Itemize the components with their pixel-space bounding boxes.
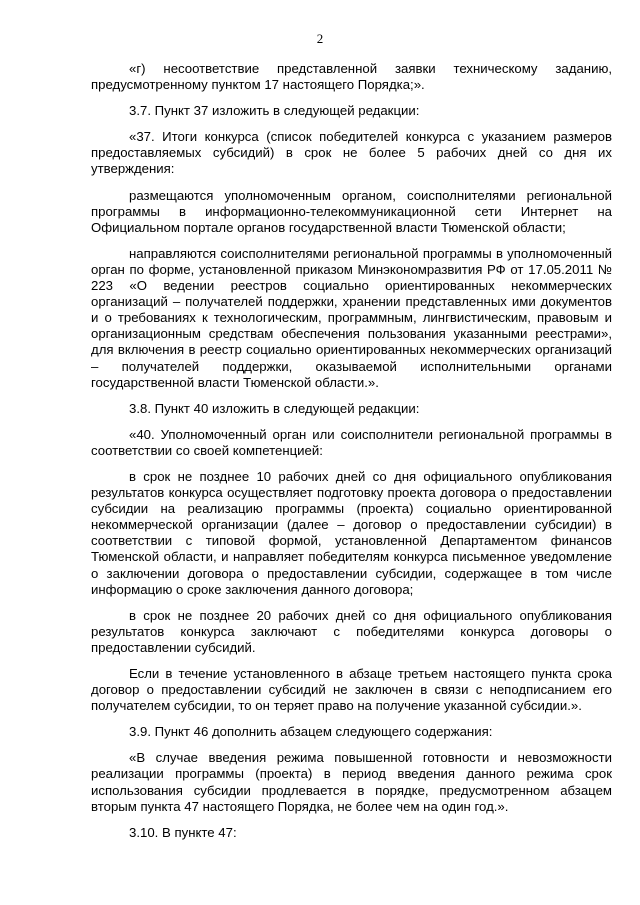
paragraph-amend-3-9: 3.9. Пункт 46 дополнить абзацем следующего содержания: (129, 724, 493, 740)
paragraph-amend-3-7: 3.7. Пункт 37 изложить в следующей редакции: (129, 103, 420, 119)
paragraph-item-40: «40. Уполномоченный орган или соисполнители региональной программы в соответствии со своей компетенцией: (91, 426, 612, 458)
page-number: 2 (316, 31, 324, 46)
paragraph-high-readiness: «В случае введения режима повышенной готовности и невозможности реализации программы (проекта) в период введения данного режима срок использования субсидии продлевается в порядке, предусмотренном абзацем вторым пункта 47 настоящего Порядка, не более чем на один год.». (91, 750, 612, 814)
paragraph-placed: размещаются уполномоченным органом, соисполнителями региональной программы в информационно-телекоммуникационной сети Интернет на Официальном портале органов государственной власти Тюменской области; (91, 187, 612, 235)
paragraph-item-37: «37. Итоги конкурса (список победителей конкурса с указанием размеров предоставляемых субсидий) в срок не более 5 рабочих дней со дня их утверждения: (91, 129, 612, 177)
paragraph-10-days: в срок не позднее 10 рабочих дней со дня официального опубликования результатов конкурса осуществляет подготовку проекта договора о предоставлении субсидии на реализацию программы (проекта) социально ориентированной некоммерческой организации (далее – договор о предоставлении субсидии) в соответствии с типовой формой, установленной Департаментом финансов Тюменской области, и направляет победителям конкурса письменное уведомление о заключении договора о предоставлении субсидии, содержащее в том числе информацию о сроке заключения данного договора; (91, 468, 612, 597)
paragraph-clause-g: «г) несоответствие представленной заявки техническому заданию, предусмотренному пунктом 17 настоящего Порядка;». (91, 61, 612, 93)
paragraph-20-days: в срок не позднее 20 рабочих дней со дня официального опубликования результатов конкурса заключают с победителями конкурса договоры о предоставлении субсидий. (91, 607, 612, 655)
paragraph-sent: направляются соисполнителями региональной программы в уполномоченный орган по форме, установленной приказом Минэкономразвития РФ от 17.05.2011 № 223 «О ведении реестров социально ориентированных некоммерческих организаций – получателей поддержки, хранении представленных ими документов и о требованиях к технологическим, программным, лингвистическим, правовым и организационным средствам обеспечения пользования указанными реестрами», для включения в реестр социально ориентированных некоммерческих организаций – получателей поддержки, оказываемой исполнительными органами государственной власти Тюменской области.». (91, 245, 612, 390)
paragraph-amend-3-10: 3.10. В пункте 47: (129, 824, 237, 840)
paragraph-amend-3-8: 3.8. Пункт 40 изложить в следующей редакции: (129, 400, 420, 416)
paragraph-loses-right: Если в течение установленного в абзаце третьем настоящего пункта срока договор о предоставлении субсидий не заключен в связи с неподписанием его получателем субсидии, то он теряет право на получение указанной субсидии.». (91, 666, 612, 714)
document-body (91, 61, 612, 851)
